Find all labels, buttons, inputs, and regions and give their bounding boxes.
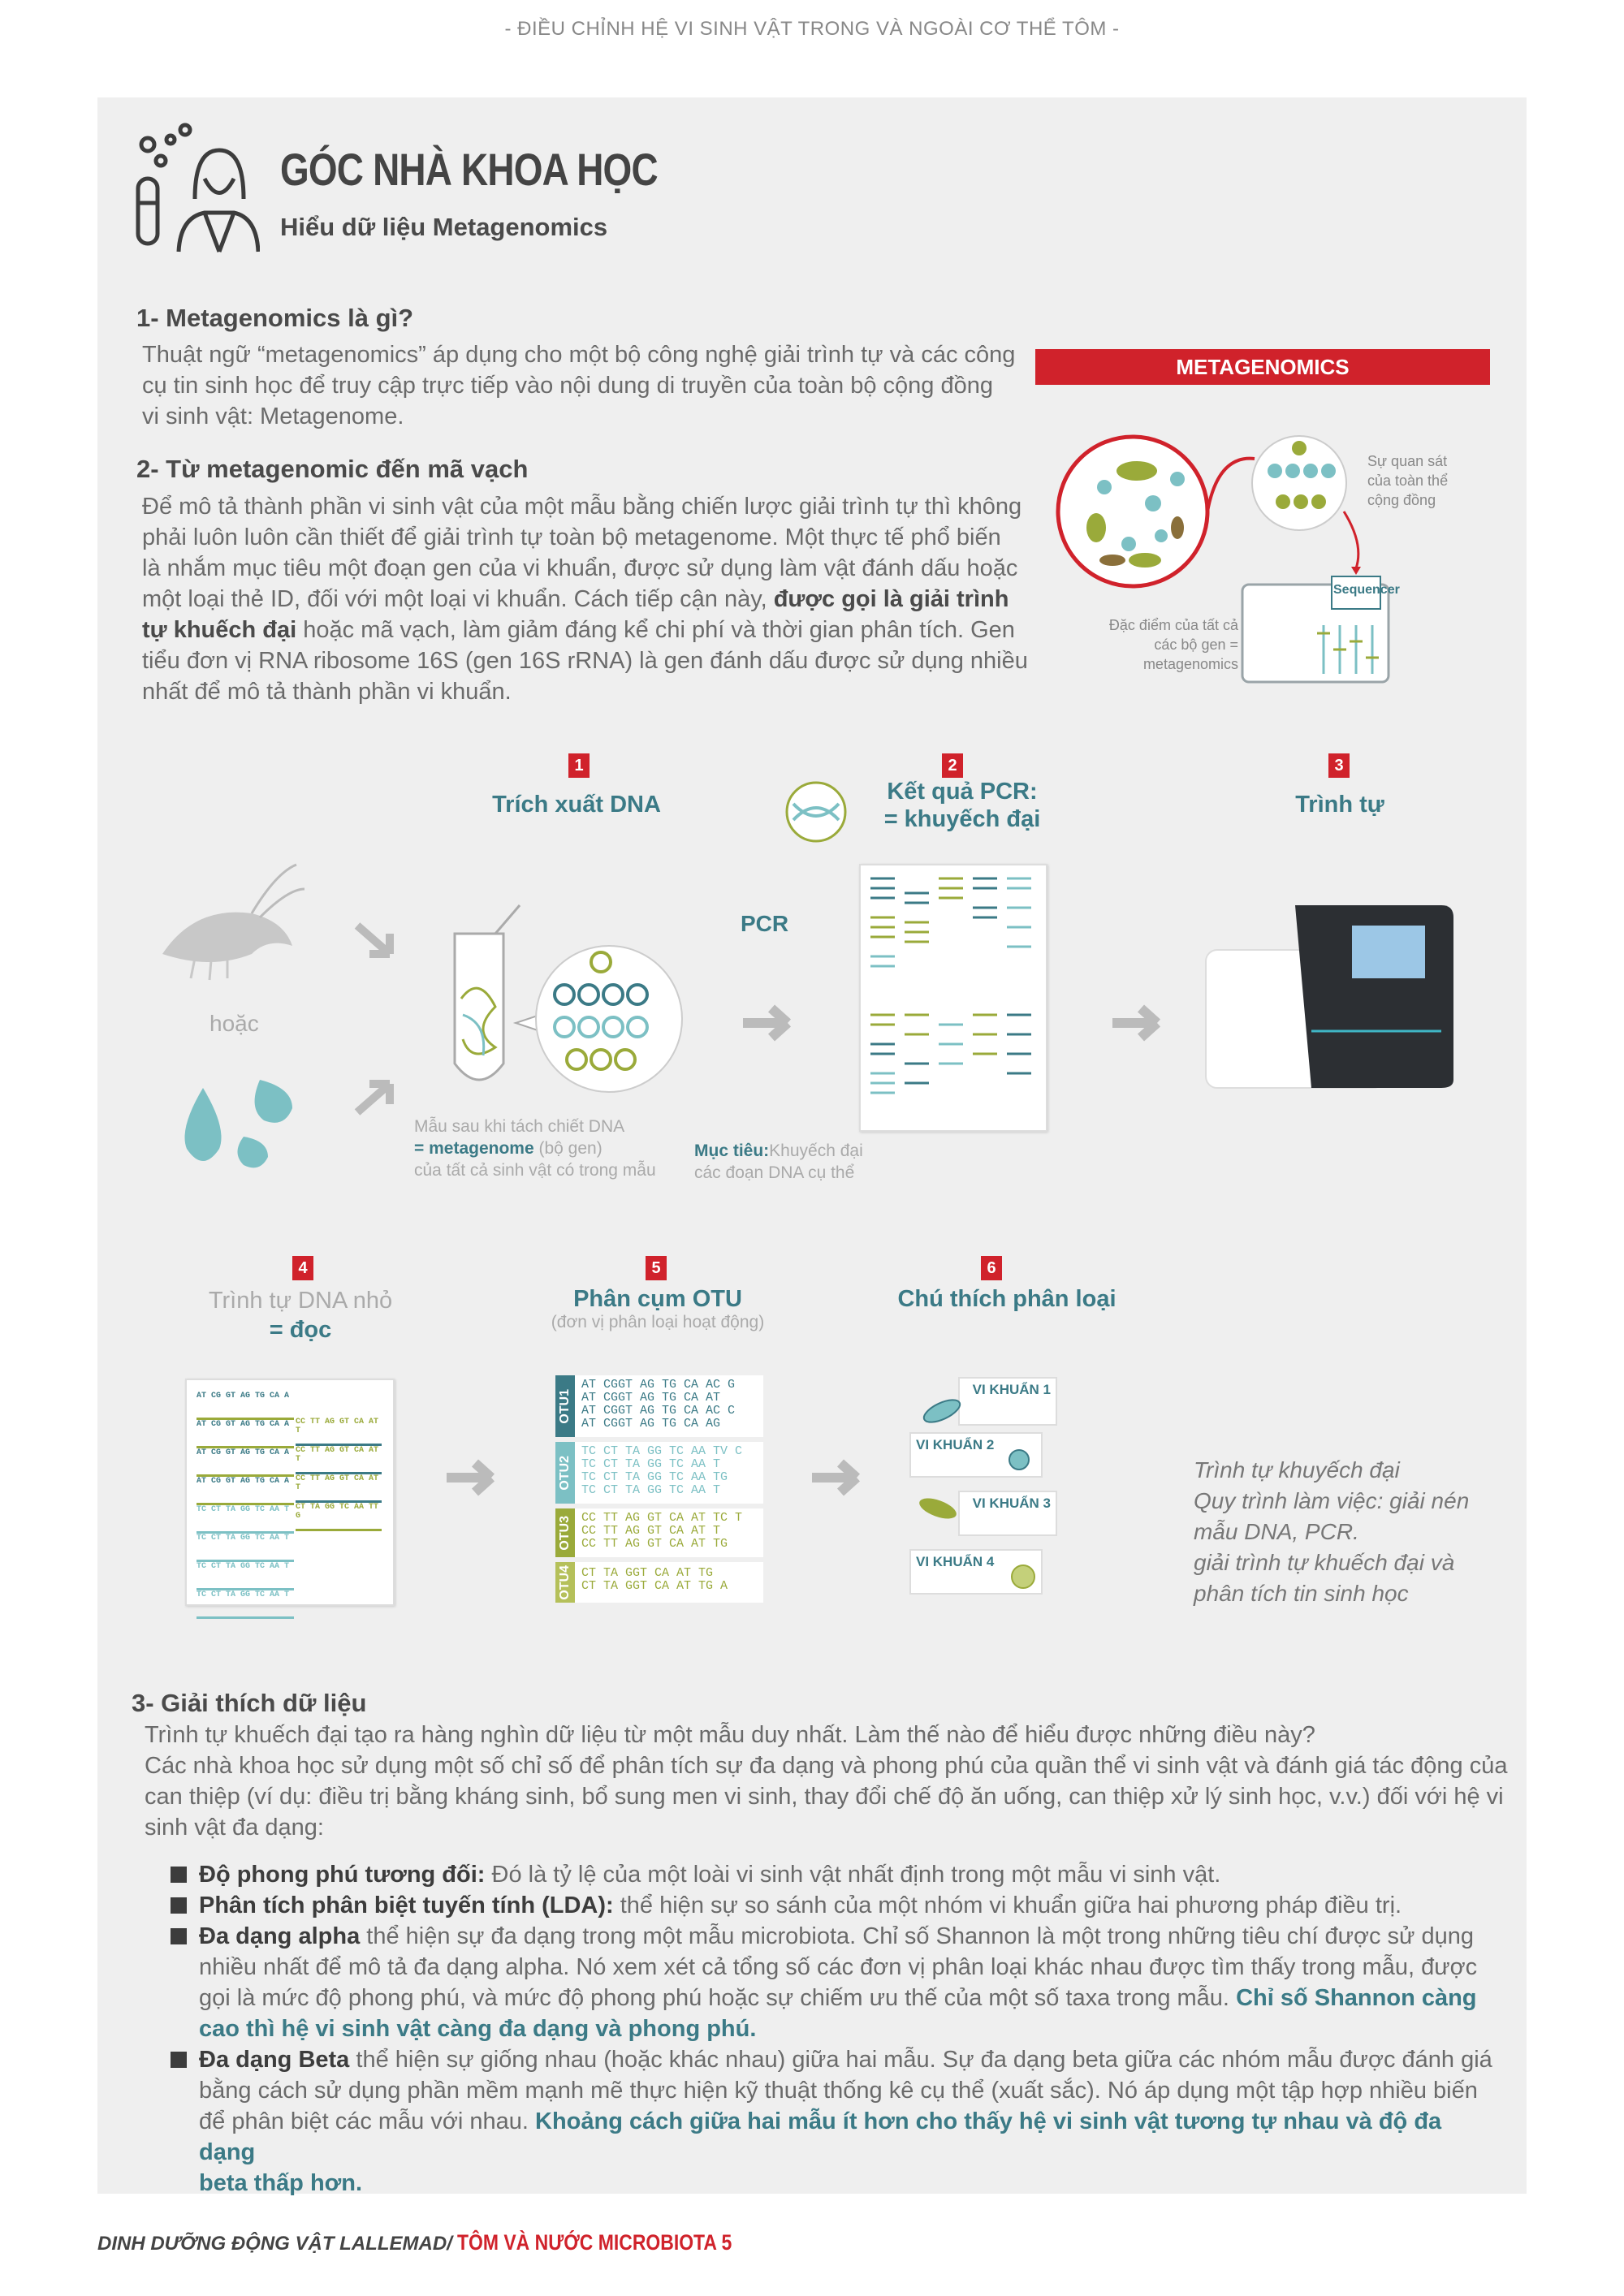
- read-row: CC TT AG GT CA AT T: [296, 1446, 382, 1474]
- caption-line: [694, 1140, 889, 1162]
- arrow-icon: [808, 1453, 873, 1502]
- feature-caption: [1092, 615, 1238, 674]
- step-label: [162, 1286, 438, 1344]
- section1-line: Thuật ngữ “metagenomics” áp dụng cho một bộ công nghệ giải trình tự và các công: [142, 342, 1016, 368]
- shrimp-icon: [146, 857, 309, 986]
- reads-right-column: [296, 1418, 382, 1531]
- item-line: beta thấp hơn.: [199, 2170, 363, 2196]
- step-label-line: = khuyếch đại: [883, 806, 1041, 832]
- sample-caption: [414, 1116, 682, 1181]
- section2-line: là nhắm mục tiêu một đoạn gen của vi khuẩn, được sử dụng làm vật đánh dấu hoặc: [142, 555, 1018, 581]
- read-row: CC TT AG GT CA AT T: [296, 1474, 382, 1503]
- page-title: GÓC NHÀ KHOA HỌC: [280, 144, 658, 195]
- side-note: [1194, 1455, 1510, 1609]
- otu-seq: AT CGGT AG TG CA AT: [581, 1391, 721, 1405]
- highlight-text: Khoảng cách giữa hai mẫu ít hơn cho thấy hệ vi sinh vật tương tự nhau và độ đa dạng: [199, 2108, 1442, 2165]
- list-item: [171, 2044, 1494, 2199]
- otu-table: [555, 1375, 763, 1603]
- otu-label: OTU1: [558, 1388, 572, 1424]
- section2-body: [142, 491, 1052, 707]
- text-span: thể hiện sự so sánh của một nhóm vi khuẩn giữa hai phương pháp điều trị.: [613, 1892, 1402, 1918]
- step-label: Chú thích phân loại: [897, 1286, 1116, 1312]
- section3-heading: 3- Giải thích dữ liệu: [132, 1689, 367, 1717]
- goal-label: Mục tiêu:: [694, 1142, 770, 1160]
- bullet-square: [171, 1867, 187, 1883]
- caption-line: [414, 1137, 682, 1159]
- read-row: CC TT AG GT CA AT T: [296, 1418, 382, 1446]
- otu-seq: TC CT TA GG TC AA T: [581, 1457, 721, 1471]
- text-span: thể hiện sự giống nhau (hoặc khác nhau) giữa hai mẫu. Sự đa dạng beta giữa các nhóm mẫu được đánh giá: [349, 2047, 1492, 2073]
- emphasis-text: tự khuếch đại: [142, 617, 297, 643]
- footer-issue: TÔM VÀ NƯỚC MICROBIOTA 5: [457, 2230, 732, 2255]
- step-number: 6: [981, 1256, 1002, 1280]
- caption-line: Sự quan sát: [1367, 453, 1448, 469]
- scientist-icon: [130, 122, 260, 256]
- otu-seq: AT CGGT AG TG CA AC G: [581, 1378, 736, 1392]
- read-row: CT TA GG TC AA TT G: [296, 1503, 382, 1531]
- bacteria-label: VI KHUẨN 2: [916, 1437, 995, 1452]
- section3-line: can thiệp (ví dụ: điều trị bằng kháng sinh, bổ sung men vi sinh, thay đổi chế độ ăn uống, can thiệp xử lý sinh học, v.v.) đối với hệ vi: [145, 1784, 1504, 1810]
- caption-line: Đặc điểm của tất cả: [1108, 617, 1238, 633]
- text-span: Khuyếch đại: [769, 1142, 863, 1160]
- section3-line: Trình tự khuếch đại tạo ra hàng nghìn dữ liệu từ một mẫu duy nhất. Làm thế nào để hiểu được những điều này?: [145, 1722, 1315, 1748]
- taxonomy-annotation: [909, 1372, 1072, 1599]
- bullet-square: [171, 2052, 187, 2068]
- step-label: [861, 778, 1064, 833]
- text-span: (bộ gen): [533, 1139, 603, 1158]
- step-number: 1: [568, 753, 590, 778]
- otu-block: [555, 1375, 763, 1437]
- section3-body: [145, 1720, 1509, 1843]
- section1-body: [142, 339, 1035, 432]
- reads-left-column: [197, 1392, 294, 1619]
- note-line: giải trình tự khuếch đại và: [1194, 1550, 1455, 1575]
- section3-line: sinh vật đa dạng:: [145, 1815, 324, 1841]
- section2-line: nhất để mô tả thành phần vi khuẩn.: [142, 679, 512, 705]
- otu-label: OTU2: [558, 1455, 572, 1491]
- bullet-square: [171, 1928, 187, 1944]
- indices-list: [171, 1859, 1494, 2199]
- goal-caption: [694, 1140, 889, 1184]
- text-span: Đó là tỷ lệ của một loài vi sinh vật nhất định trong một mẫu vi sinh vật.: [485, 1862, 1221, 1888]
- otu-seq: CT TA GGT CA AT TG: [581, 1566, 714, 1580]
- term: Đa dạng Beta: [199, 2047, 350, 2073]
- caption-line: cộng đồng: [1367, 492, 1436, 508]
- arrow-icon: [1108, 999, 1173, 1047]
- item-line: [199, 2044, 1494, 2075]
- water-drops-icon: [171, 1072, 300, 1177]
- read-row: AT CG GT AG TG CA A: [197, 1392, 294, 1420]
- sequencer-label: Sequencer: [1333, 583, 1400, 597]
- section2-line: [142, 584, 1052, 615]
- step-number: 3: [1328, 753, 1350, 778]
- otu-block: [555, 1562, 763, 1603]
- section3-line: Các nhà khoa học sử dụng một số chỉ số để phân tích sự đa dạng và phong phú của quần thể vi sinh vật và đánh giá tác động của: [145, 1753, 1508, 1779]
- highlight-text: Chỉ số Shannon càng: [1236, 1985, 1477, 2011]
- step-label-line: Kết quả PCR:: [887, 779, 1038, 805]
- pcr-label: PCR: [741, 911, 789, 936]
- otu-label: OTU3: [558, 1515, 572, 1551]
- bullet-square: [171, 1897, 187, 1914]
- section2-line: [142, 615, 1052, 645]
- caption-line: Mẫu sau khi tách chiết DNA: [414, 1117, 625, 1136]
- running-header: - ĐIỀU CHỈNH HỆ VI SINH VẬT TRONG VÀ NGOÀI CƠ THỂ TÔM -: [504, 18, 1120, 40]
- otu-seq: CC TT AG GT CA AT T: [581, 1524, 721, 1538]
- text-span: gọi là mức độ phong phú, và mức độ phong phú hoặc sự chiếm ưu thế của một số taxa trong mẫu.: [199, 1985, 1237, 2011]
- caption-line: của toàn thể: [1367, 473, 1449, 489]
- list-item: [171, 1921, 1494, 2044]
- step-label-line: = đọc: [269, 1317, 332, 1343]
- page-subtitle: Hiểu dữ liệu Metagenomics: [280, 213, 608, 241]
- otu-block: [555, 1508, 763, 1557]
- pcr-gel-bands: [862, 869, 1041, 1125]
- step-label: Trình tự: [1295, 792, 1384, 818]
- dna-extraction-tube: [438, 901, 698, 1112]
- step-label: [503, 1286, 812, 1332]
- item-line: bằng cách sử dụng phần mềm mạnh mẽ thực hiện kỹ thuật thống kê cụ thể (xuất sắc). Nó áp dụng một tập hợp nhiều biến: [199, 2078, 1478, 2104]
- section1-line: vi sinh vật: Metagenome.: [142, 404, 404, 429]
- reads-card: [185, 1379, 395, 1606]
- step-label: Trích xuất DNA: [492, 792, 661, 818]
- step-number: 4: [292, 1256, 313, 1280]
- step-label-line: Trình tự DNA nhỏ: [208, 1288, 393, 1314]
- footer-publication: DINH DƯỠNG ĐỘNG VẬT LALLEMAD/: [97, 2233, 458, 2255]
- otu-seq: AT CGGT AG TG CA AG: [581, 1417, 721, 1431]
- read-row: TC CT TA GG TC AA T: [197, 1505, 294, 1534]
- step-number: 5: [646, 1256, 667, 1280]
- otu-seq: CT TA GGT CA AT TG A: [581, 1579, 728, 1593]
- bacteria-label: VI KHUẨN 3: [972, 1495, 1051, 1511]
- read-row: TC CT TA GG TC AA T: [197, 1534, 294, 1562]
- note-line: mẫu DNA, PCR.: [1194, 1519, 1359, 1544]
- item-line: [199, 1921, 1494, 1952]
- term: Đa dạng alpha: [199, 1923, 361, 1949]
- caption-line: các đoạn DNA cụ thể: [694, 1163, 855, 1182]
- note-line: phân tích tin sinh học: [1194, 1581, 1409, 1606]
- section2-heading: 2- Từ metagenomic đến mã vạch: [136, 455, 529, 483]
- bacteria-label: VI KHUẨN 1: [972, 1382, 1051, 1397]
- step-label-line: Phân cụm OTU: [573, 1286, 742, 1312]
- item-line: [199, 2106, 1494, 2168]
- otu-seq: CC TT AG GT CA AT TC T: [581, 1511, 743, 1525]
- term: Phân tích phân biệt tuyến tính (LDA):: [199, 1892, 614, 1918]
- arrow-icon: [349, 1072, 406, 1120]
- otu-seq: AT CGGT AG TG CA AC C: [581, 1404, 736, 1418]
- bacteria-icons: [909, 1372, 1072, 1599]
- step-number: 2: [942, 753, 963, 778]
- section1-heading: 1- Metagenomics là gì?: [136, 304, 414, 332]
- section1-line: cụ tin sinh học để truy cập trực tiếp vào nội dung di truyền của toàn bộ cộng đồng: [142, 373, 993, 399]
- otu-label: OTU4: [558, 1564, 572, 1600]
- note-line: Quy trình làm việc: giải nén: [1194, 1488, 1470, 1513]
- otu-seq: TC CT TA GG TC AA T: [581, 1483, 721, 1497]
- page-footer: [97, 2230, 780, 2255]
- metagenomics-banner: METAGENOMICS: [1035, 349, 1490, 385]
- arrow-icon: [349, 917, 406, 966]
- text-span: một loại thẻ ID, đối với một loại vi khuẩn. Cách tiếp cận này,: [142, 586, 774, 612]
- caption-line: các bộ gen =: [1154, 637, 1238, 653]
- item-line: [199, 1983, 1494, 2013]
- read-row: AT CG GT AG TG CA A: [197, 1420, 294, 1448]
- read-row: TC CT TA GG TC AA T: [197, 1590, 294, 1619]
- text-span: hoặc mã vạch, làm giảm đáng kể chi phí và thời gian phân tích. Gen: [296, 617, 1015, 643]
- note-line: Trình tự khuyếch đại: [1194, 1457, 1400, 1482]
- otu-seq: CC TT AG GT CA AT TG: [581, 1537, 728, 1551]
- bacteria-label: VI KHUẨN 4: [916, 1554, 995, 1569]
- item-line: cao thì hệ vi sinh vật càng đa dạng và phong phú.: [199, 2016, 757, 2042]
- dna-coil-icon: [784, 779, 849, 844]
- caption-line: của tất cả sinh vật có trong mẫu: [414, 1161, 656, 1180]
- metagenome-term: = metagenome: [414, 1139, 534, 1158]
- item-line: nhiều nhất để mô tả đa dạng alpha. Nó xem xét cả tổng số các đơn vị phân loại khác nhau được tìm thấy trong mẫu, được: [199, 1954, 1478, 1980]
- otu-seq: TC CT TA GG TC AA TG: [581, 1470, 728, 1484]
- section2-line: Để mô tả thành phần vi sinh vật của một mẫu bằng chiến lược giải trình tự thì không: [142, 494, 1022, 520]
- section2-line: tiểu đơn vị RNA ribosome 16S (gen 16S rRNA) là gen đánh dấu được sử dụng nhiều: [142, 648, 1028, 674]
- caption-line: metagenomics: [1142, 656, 1238, 672]
- otu-seq: TC CT TA GG TC AA TV C: [581, 1444, 743, 1458]
- read-row: AT CG GT AG TG CA A: [197, 1477, 294, 1505]
- text-span: thể hiện sự đa dạng trong một mẫu microbiota. Chỉ số Shannon là một trong những tiêu chí được sử dụng: [360, 1923, 1475, 1949]
- otu-block: [555, 1442, 763, 1504]
- sequencer-device: [1198, 901, 1466, 1096]
- section2-line: phải luôn luôn cần thiết để giải trình tự toàn bộ metagenome. Một thực tế phổ biến: [142, 524, 1001, 550]
- read-row: TC CT TA GG TC AA T: [197, 1562, 294, 1590]
- arrow-icon: [739, 999, 804, 1047]
- term: Độ phong phú tương đối:: [199, 1862, 486, 1888]
- read-row: AT CG GT AG TG CA A: [197, 1448, 294, 1477]
- emphasis-text: được gọi là giải trình: [773, 586, 1009, 612]
- text-span: để phân biệt các mẫu với nhau.: [199, 2108, 536, 2134]
- list-item: [171, 1859, 1494, 1890]
- arrow-icon: [443, 1453, 508, 1502]
- step-label-line: (đơn vị phân loại hoạt động): [551, 1313, 765, 1331]
- or-text: hoặc: [209, 1011, 259, 1036]
- observation-caption: [1367, 451, 1448, 510]
- list-item: [171, 1890, 1494, 1921]
